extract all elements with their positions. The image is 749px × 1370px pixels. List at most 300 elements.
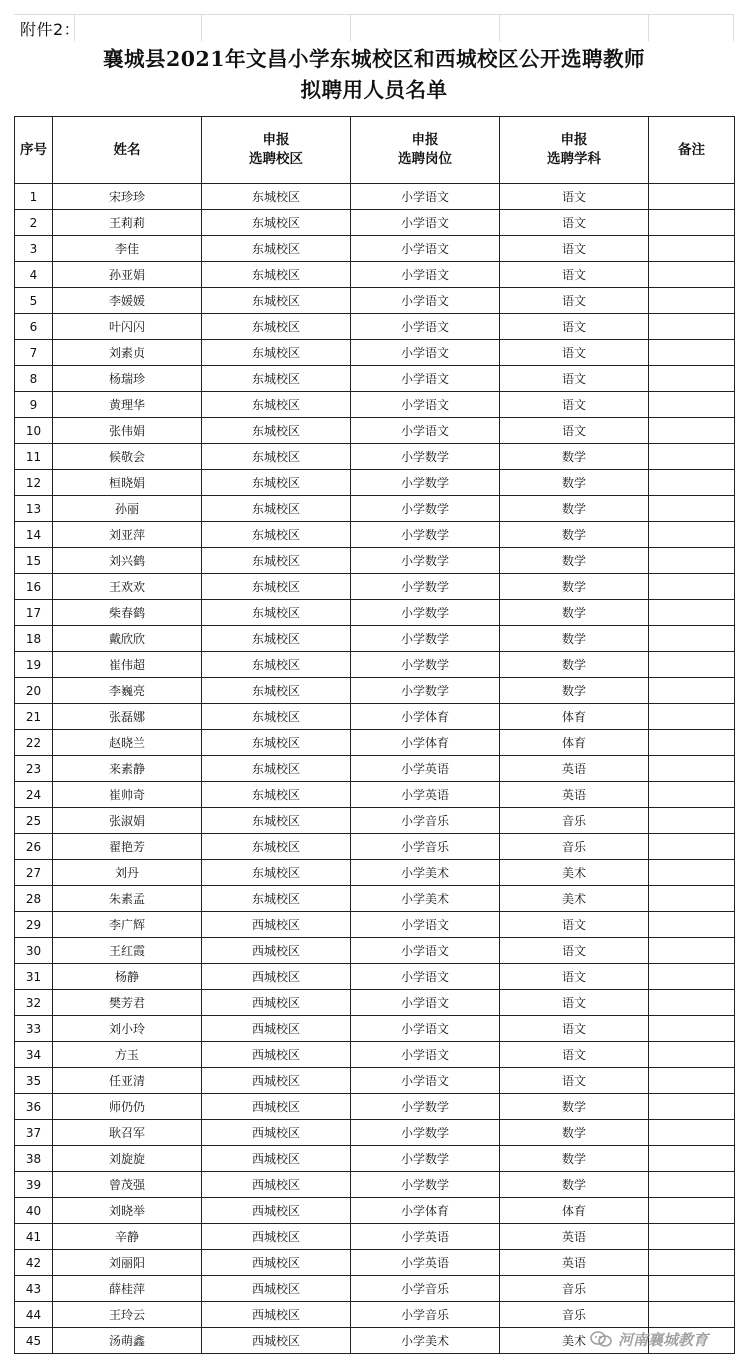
cell-post: 小学英语 [351,1250,500,1276]
cell-campus: 西城校区 [202,1328,351,1354]
cell-remark [649,392,735,418]
cell-campus: 东城校区 [202,626,351,652]
cell-remark [649,262,735,288]
cell-subject: 语文 [500,392,649,418]
header-subject [500,117,649,184]
cell-subject: 语文 [500,314,649,340]
cell-campus: 东城校区 [202,392,351,418]
cell-subject: 语文 [500,990,649,1016]
table-row [15,886,735,912]
cell-no: 13 [15,496,53,522]
cell-remark [649,236,735,262]
cell-subject: 数学 [500,496,649,522]
cell-campus: 东城校区 [202,262,351,288]
cell-name: 李广辉 [53,912,202,938]
cell-subject: 数学 [500,548,649,574]
table-row [15,210,735,236]
cell-campus: 东城校区 [202,808,351,834]
header-post [351,117,500,184]
cell-campus: 西城校区 [202,964,351,990]
table-row [15,574,735,600]
cell-remark [649,782,735,808]
header-name: 姓名 [53,117,202,184]
cell-post: 小学数学 [351,626,500,652]
cell-post: 小学语文 [351,1068,500,1094]
cell-remark [649,210,735,236]
cell-post: 小学美术 [351,860,500,886]
table-row [15,236,735,262]
cell-post: 小学音乐 [351,808,500,834]
cell-name: 张伟娟 [53,418,202,444]
cell-no: 32 [15,990,53,1016]
cell-post: 小学语文 [351,262,500,288]
cell-campus: 西城校区 [202,1198,351,1224]
cell-name: 王欢欢 [53,574,202,600]
cell-subject: 体育 [500,730,649,756]
cell-campus: 东城校区 [202,496,351,522]
cell-post: 小学语文 [351,938,500,964]
cell-name: 孙亚娟 [53,262,202,288]
cell-no: 39 [15,1172,53,1198]
cell-no: 21 [15,704,53,730]
cell-name: 李媛媛 [53,288,202,314]
cell-post: 小学体育 [351,704,500,730]
cell-post: 小学体育 [351,730,500,756]
header-campus-line2: 选聘校区 [249,151,303,167]
cell-campus: 东城校区 [202,600,351,626]
cell-post: 小学语文 [351,392,500,418]
cell-remark [649,964,735,990]
cell-post: 小学语文 [351,418,500,444]
cell-post: 小学语文 [351,1042,500,1068]
cell-no: 31 [15,964,53,990]
cell-subject: 数学 [500,1146,649,1172]
table-header-row [15,117,735,184]
cell-remark [649,1302,735,1328]
cell-campus: 东城校区 [202,548,351,574]
cell-no: 29 [15,912,53,938]
cell-no: 24 [15,782,53,808]
cell-remark [649,548,735,574]
cell-name: 桓晓娟 [53,470,202,496]
cell-remark [649,756,735,782]
cell-name: 柴春鹤 [53,600,202,626]
cell-name: 刘丹 [53,860,202,886]
cell-name: 翟艳芳 [53,834,202,860]
cell-no: 28 [15,886,53,912]
cell-remark [649,652,735,678]
cell-no: 17 [15,600,53,626]
cell-remark [649,184,735,210]
table-row [15,834,735,860]
cell-campus: 东城校区 [202,782,351,808]
cell-name: 王莉莉 [53,210,202,236]
table-row [15,782,735,808]
cell-no: 6 [15,314,53,340]
cell-remark [649,288,735,314]
cell-no: 45 [15,1328,53,1354]
cell-no: 19 [15,652,53,678]
cell-campus: 东城校区 [202,652,351,678]
cell-name: 戴欣欣 [53,626,202,652]
cell-post: 小学音乐 [351,1302,500,1328]
cell-subject: 美术 [500,1328,649,1354]
cell-subject: 美术 [500,860,649,886]
cell-subject: 数学 [500,1094,649,1120]
table-body [15,184,735,1354]
cell-subject: 音乐 [500,1302,649,1328]
cell-subject: 音乐 [500,834,649,860]
cell-post: 小学数学 [351,444,500,470]
cell-subject: 语文 [500,288,649,314]
table-row [15,470,735,496]
cell-subject: 体育 [500,1198,649,1224]
cell-name: 张淑娟 [53,808,202,834]
cell-no: 4 [15,262,53,288]
table-row [15,1224,735,1250]
cell-remark [649,574,735,600]
cell-remark [649,886,735,912]
cell-no: 7 [15,340,53,366]
hiring-roster-table [14,116,735,1354]
header-campus-line1: 申报 [262,132,290,148]
cell-post: 小学语文 [351,314,500,340]
cell-remark [649,600,735,626]
cell-subject: 语文 [500,964,649,990]
cell-no: 3 [15,236,53,262]
table-row [15,912,735,938]
wechat-official-account-icon [590,1330,612,1348]
cell-remark [649,1016,735,1042]
cell-name: 李巍亮 [53,678,202,704]
cell-no: 43 [15,1276,53,1302]
cell-name: 汤萌鑫 [53,1328,202,1354]
cell-no: 30 [15,938,53,964]
cell-subject: 语文 [500,1042,649,1068]
cell-post: 小学数学 [351,1172,500,1198]
cell-subject: 语文 [500,938,649,964]
cell-name: 孙丽 [53,496,202,522]
cell-campus: 西城校区 [202,990,351,1016]
cell-post: 小学数学 [351,1146,500,1172]
cell-name: 来素静 [53,756,202,782]
cell-campus: 东城校区 [202,730,351,756]
cell-remark [649,678,735,704]
cell-no: 25 [15,808,53,834]
table-row [15,1276,735,1302]
table-row [15,1250,735,1276]
cell-campus: 西城校区 [202,1094,351,1120]
cell-campus: 西城校区 [202,1146,351,1172]
cell-name: 叶闪闪 [53,314,202,340]
cell-name: 薛桂萍 [53,1276,202,1302]
table-row [15,808,735,834]
cell-subject: 语文 [500,236,649,262]
cell-campus: 东城校区 [202,210,351,236]
cell-remark [649,626,735,652]
header-subject-line1: 申报 [560,132,588,148]
cell-name: 崔伟超 [53,652,202,678]
cell-post: 小学数学 [351,496,500,522]
cell-name: 王玲云 [53,1302,202,1328]
cell-no: 18 [15,626,53,652]
cell-campus: 西城校区 [202,1250,351,1276]
cell-no: 34 [15,1042,53,1068]
cell-name: 黄理华 [53,392,202,418]
table-row [15,938,735,964]
cell-subject: 音乐 [500,1276,649,1302]
cell-no: 16 [15,574,53,600]
cell-post: 小学美术 [351,886,500,912]
cell-campus: 东城校区 [202,522,351,548]
cell-subject: 英语 [500,782,649,808]
cell-post: 小学语文 [351,184,500,210]
cell-subject: 英语 [500,1250,649,1276]
cell-campus: 东城校区 [202,574,351,600]
cell-name: 刘小玲 [53,1016,202,1042]
cell-post: 小学数学 [351,470,500,496]
table-row [15,860,735,886]
cell-post: 小学语文 [351,366,500,392]
cell-subject: 数学 [500,470,649,496]
cell-subject: 语文 [500,1068,649,1094]
cell-name: 候敬会 [53,444,202,470]
cell-subject: 语文 [500,340,649,366]
document-title [14,44,734,106]
cell-campus: 西城校区 [202,1120,351,1146]
cell-no: 9 [15,392,53,418]
table-row [15,288,735,314]
cell-post: 小学数学 [351,522,500,548]
cell-name: 王红霞 [53,938,202,964]
table-row [15,1068,735,1094]
cell-name: 曾茂强 [53,1172,202,1198]
cell-name: 李佳 [53,236,202,262]
cell-name: 方玉 [53,1042,202,1068]
cell-no: 22 [15,730,53,756]
cell-subject: 数学 [500,1172,649,1198]
table-row [15,1172,735,1198]
cell-name: 刘丽阳 [53,1250,202,1276]
cell-name: 刘亚萍 [53,522,202,548]
cell-campus: 东城校区 [202,418,351,444]
cell-subject: 语文 [500,418,649,444]
cell-name: 樊芳君 [53,990,202,1016]
cell-subject: 数学 [500,652,649,678]
cell-no: 12 [15,470,53,496]
cell-remark [649,1068,735,1094]
table-row [15,314,735,340]
table-row [15,444,735,470]
cell-name: 刘兴鹤 [53,548,202,574]
table-row [15,730,735,756]
cell-remark [649,808,735,834]
cell-subject: 音乐 [500,808,649,834]
cell-no: 41 [15,1224,53,1250]
watermark [590,1326,740,1352]
cell-no: 37 [15,1120,53,1146]
cell-campus: 东城校区 [202,366,351,392]
table-row [15,678,735,704]
cell-subject: 语文 [500,1016,649,1042]
cell-name: 崔帅奇 [53,782,202,808]
cell-campus: 西城校区 [202,1042,351,1068]
cell-remark [649,834,735,860]
cell-post: 小学体育 [351,1198,500,1224]
cell-subject: 数学 [500,600,649,626]
cell-post: 小学英语 [351,1224,500,1250]
cell-post: 小学数学 [351,574,500,600]
cell-campus: 东城校区 [202,236,351,262]
cell-post: 小学数学 [351,678,500,704]
cell-name: 宋珍珍 [53,184,202,210]
header-no: 序号 [15,117,53,184]
cell-no: 20 [15,678,53,704]
cell-no: 42 [15,1250,53,1276]
cell-campus: 西城校区 [202,1172,351,1198]
table-row [15,340,735,366]
table-row [15,1302,735,1328]
cell-name: 张磊娜 [53,704,202,730]
cell-campus: 东城校区 [202,444,351,470]
table-row [15,990,735,1016]
cell-no: 33 [15,1016,53,1042]
table-row [15,522,735,548]
cell-no: 14 [15,522,53,548]
table-row [15,964,735,990]
table-row [15,1016,735,1042]
cell-remark [649,1146,735,1172]
cell-remark [649,340,735,366]
cell-no: 36 [15,1094,53,1120]
cell-remark [649,730,735,756]
cell-post: 小学数学 [351,1094,500,1120]
cell-post: 小学数学 [351,1120,500,1146]
cell-remark [649,314,735,340]
cell-no: 26 [15,834,53,860]
cell-remark [649,1042,735,1068]
cell-no: 2 [15,210,53,236]
cell-subject: 体育 [500,704,649,730]
cell-post: 小学语文 [351,912,500,938]
header-remark: 备注 [649,117,735,184]
cell-remark [649,1172,735,1198]
table-row [15,496,735,522]
table-row [15,600,735,626]
cell-post: 小学语文 [351,964,500,990]
watermark-text: 河南襄城教育 [618,1330,709,1349]
table-row [15,1120,735,1146]
cell-remark [649,1250,735,1276]
cell-campus: 东城校区 [202,470,351,496]
cell-name: 赵晓兰 [53,730,202,756]
cell-campus: 东城校区 [202,860,351,886]
cell-post: 小学语文 [351,288,500,314]
header-subject-line2: 选聘学科 [547,151,601,167]
cell-subject: 语文 [500,366,649,392]
cell-campus: 西城校区 [202,1016,351,1042]
cell-remark [649,938,735,964]
table-row [15,1094,735,1120]
table-row [15,392,735,418]
cell-post: 小学数学 [351,548,500,574]
title-line-2: 拟聘用人员名单 [300,78,448,102]
cell-remark [649,1198,735,1224]
cell-remark [649,1120,735,1146]
header-campus [202,117,351,184]
cell-no: 27 [15,860,53,886]
cell-no: 23 [15,756,53,782]
cell-name: 杨静 [53,964,202,990]
cell-remark [649,418,735,444]
cell-no: 1 [15,184,53,210]
cell-no: 8 [15,366,53,392]
cell-campus: 西城校区 [202,1224,351,1250]
cell-name: 耿召军 [53,1120,202,1146]
cell-post: 小学语文 [351,210,500,236]
cell-no: 38 [15,1146,53,1172]
cell-remark [649,522,735,548]
cell-remark [649,470,735,496]
cell-subject: 数学 [500,678,649,704]
cell-name: 辛静 [53,1224,202,1250]
cell-remark [649,366,735,392]
table-row [15,1042,735,1068]
cell-subject: 语文 [500,262,649,288]
cell-campus: 东城校区 [202,834,351,860]
cell-campus: 东城校区 [202,704,351,730]
cell-post: 小学英语 [351,782,500,808]
cell-campus: 东城校区 [202,886,351,912]
cell-campus: 西城校区 [202,1068,351,1094]
table-row [15,1146,735,1172]
cell-remark [649,704,735,730]
cell-no: 40 [15,1198,53,1224]
cell-post: 小学语文 [351,1016,500,1042]
cell-campus: 西城校区 [202,1302,351,1328]
cell-remark [649,860,735,886]
cell-post: 小学数学 [351,652,500,678]
cell-no: 44 [15,1302,53,1328]
table-row [15,548,735,574]
cell-no: 11 [15,444,53,470]
attachment-label: 附件2： [20,20,81,39]
cell-campus: 西城校区 [202,1276,351,1302]
cell-subject: 英语 [500,1224,649,1250]
cell-campus: 东城校区 [202,756,351,782]
cell-subject: 美术 [500,886,649,912]
cell-no: 5 [15,288,53,314]
cell-subject: 数学 [500,1120,649,1146]
header-post-line1: 申报 [411,132,439,148]
table-row [15,184,735,210]
cell-campus: 东城校区 [202,678,351,704]
cell-remark [649,1276,735,1302]
cell-post: 小学语文 [351,236,500,262]
cell-name: 刘旋旋 [53,1146,202,1172]
cell-post: 小学英语 [351,756,500,782]
cell-post: 小学音乐 [351,834,500,860]
cell-no: 10 [15,418,53,444]
header-post-line2: 选聘岗位 [398,151,452,167]
table-row [15,704,735,730]
cell-campus: 东城校区 [202,288,351,314]
cell-post: 小学数学 [351,600,500,626]
cell-name: 朱素孟 [53,886,202,912]
cell-campus: 东城校区 [202,314,351,340]
table-row [15,1198,735,1224]
cell-remark [649,444,735,470]
